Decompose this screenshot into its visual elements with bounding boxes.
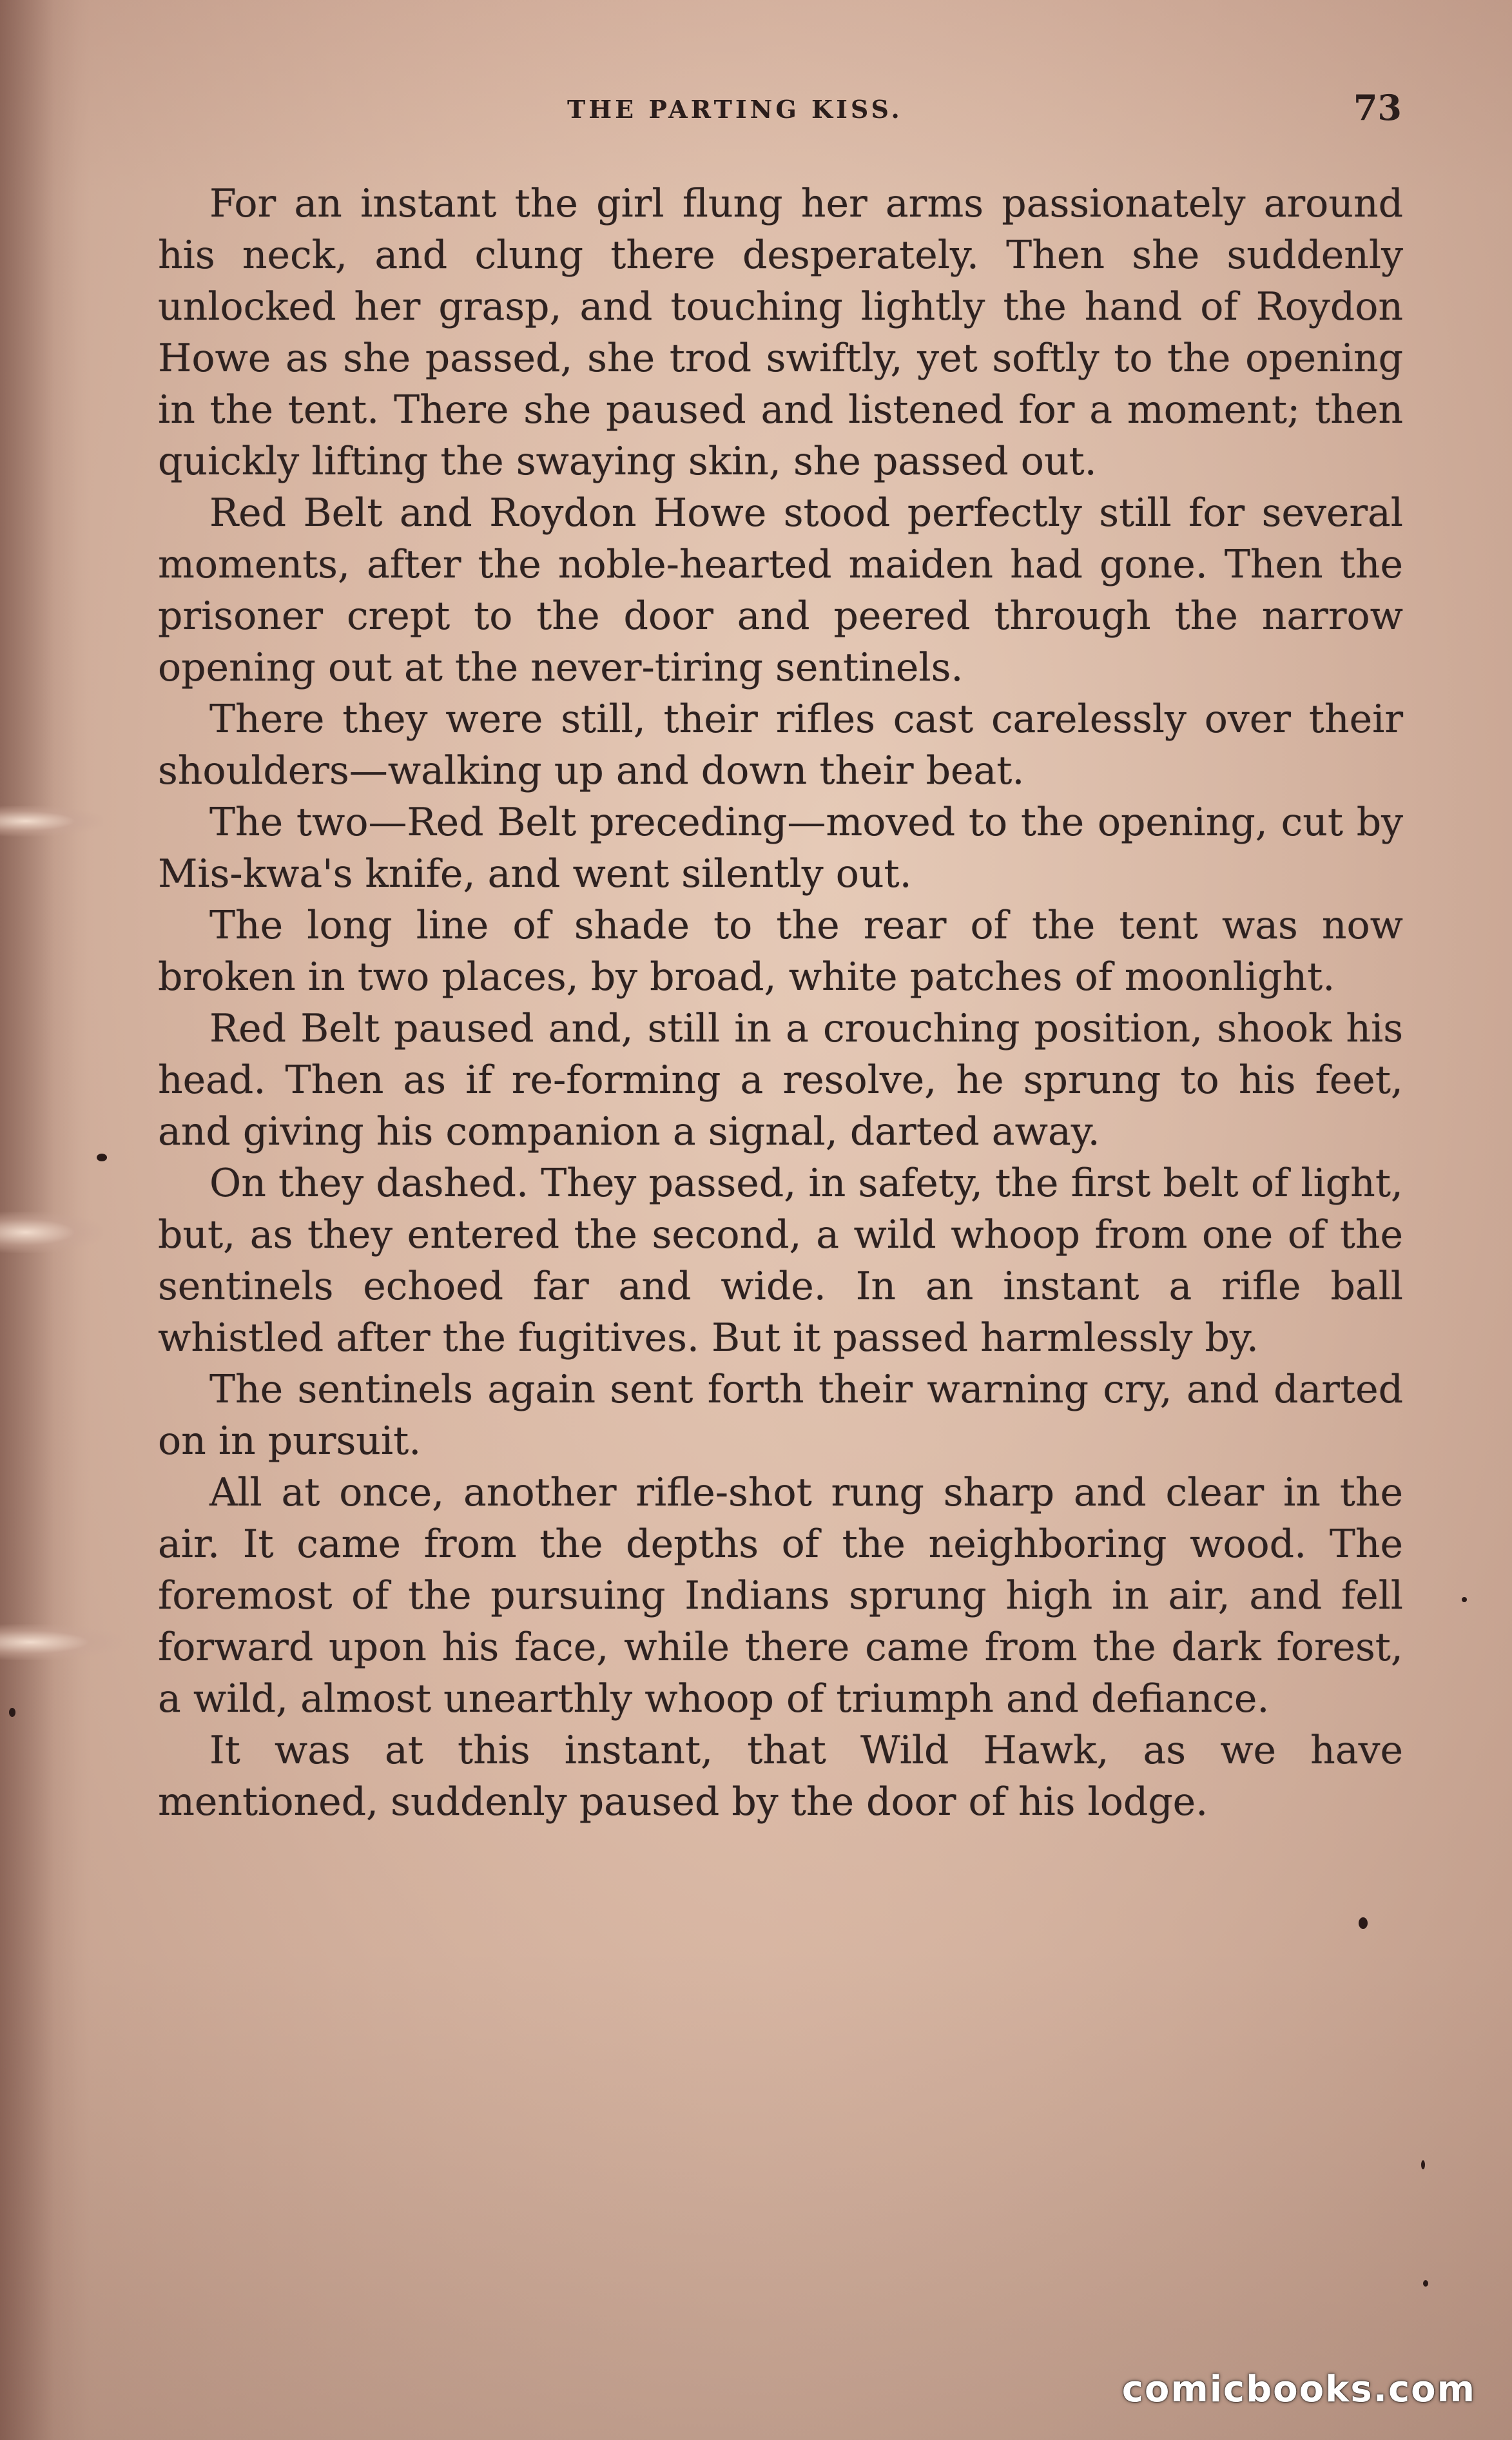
paragraph: The sentinels again sent forth their warning cry, and darted on in pursuit. <box>158 1367 1403 1464</box>
ink-speck <box>1462 1597 1467 1602</box>
ink-speck <box>9 1708 15 1717</box>
page-header <box>155 87 1411 132</box>
paragraph: Red Belt paused and, still in a crouching position, shook his head. Then as if re-forming a resolve, he sprung to his feet, and giving his companion a signal, darted away. <box>158 1006 1403 1154</box>
ink-speck <box>1421 2160 1425 2169</box>
ink-speck <box>1423 2280 1428 2287</box>
ink-speck <box>1359 1917 1368 1929</box>
paragraph: On they dashed. They passed, in safety, the first belt of light, but, as they entered the second, a wild whoop from one of the sentinels echoed far and wide. In an instant a rifle ball whistled after the fugitives. But it passed harmlessly by. <box>158 1161 1403 1360</box>
body-text <box>158 178 1403 1828</box>
paragraph: For an instant the girl flung her arms passionately around his neck, and clung there desperately. Then she suddenly unlocked her grasp, and touching lightly the hand of Roydon Howe as she passed, she trod swiftly, yet softly to the opening in the tent. There she paused and listened for a moment; then quickly lifting the swaying skin, she passed out. <box>158 181 1403 484</box>
paragraph: There they were still, their rifles cast carelessly over their shoulders—walking up and down their beat. <box>158 697 1403 793</box>
watermark: comicbooks.com <box>1121 2368 1476 2410</box>
page-tear-mark <box>0 1624 122 1660</box>
page-tear-mark <box>0 1212 103 1253</box>
ink-speck <box>97 1154 107 1161</box>
paragraph: Red Belt and Roydon Howe stood perfectly still for several moments, after the noble-hearted maiden had gone. Then the prisoner crept to the door and peered through the narrow opening out at the never-tiring sentinels. <box>158 490 1403 690</box>
page-number: 73 <box>1353 87 1402 128</box>
paragraph: All at once, another rifle-shot rung sharp and clear in the air. It came from the depths of the neighboring wood. The foremost of the pursuing Indians sprung high in air, and fell forward upon his face, while there came from the dark forest, a wild, almost unearthly whoop of triumph and defiance. <box>158 1470 1403 1721</box>
paragraph: The two—Red Belt preceding—moved to the opening, cut by Mis-kwa's knife, and went silently out. <box>158 800 1403 896</box>
paragraph: It was at this instant, that Wild Hawk, as we have mentioned, suddenly paused by the door of his lodge. <box>158 1728 1403 1825</box>
paragraph: The long line of shade to the rear of the tent was now broken in two places, by broad, white patches of moonlight. <box>158 903 1403 1000</box>
page-tear-mark <box>0 806 103 837</box>
running-title: THE PARTING KISS. <box>567 95 903 124</box>
